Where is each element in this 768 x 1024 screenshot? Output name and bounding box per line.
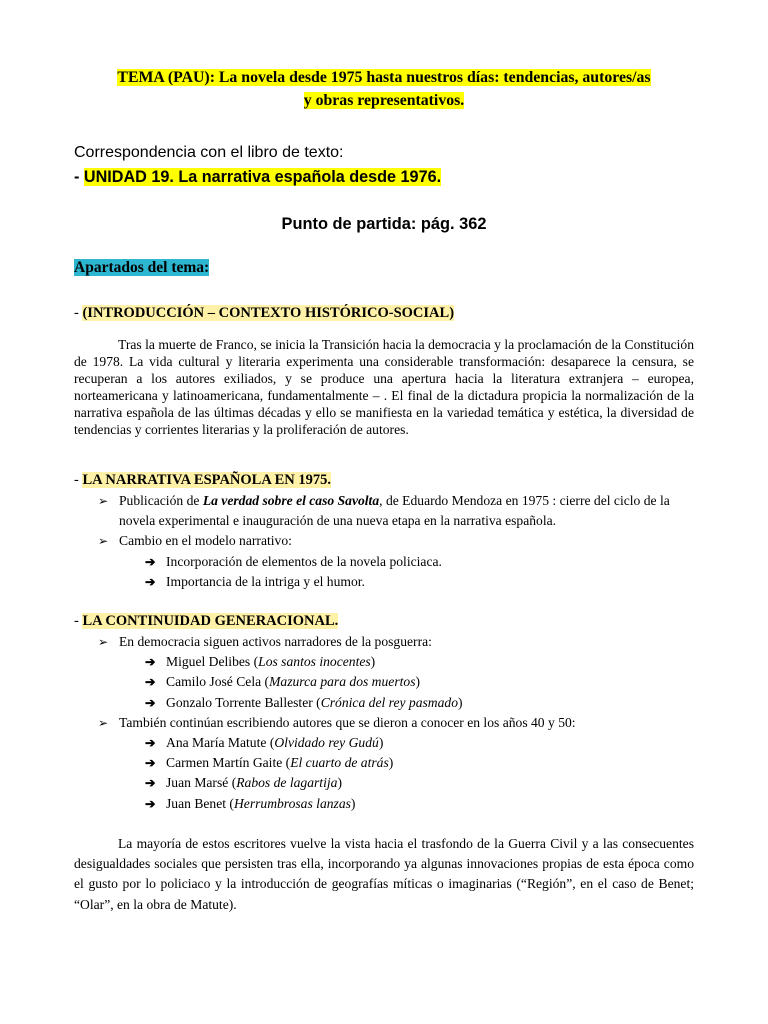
author-name: Juan Marsé [166,775,229,791]
intro-heading-prefix: - [74,305,83,321]
author-item: ➔ Camilo José Cela (Mazurca para dos muertos) [119,672,694,692]
work-title: El cuarto de atrás [290,755,389,771]
right-arrow-icon: ➔ [145,554,156,569]
title-line-2: y obras representativos. [303,92,465,109]
right-arrow-icon: ➔ [145,655,156,670]
arrowhead-bullet-icon: ➢ [98,715,109,730]
author-name: Miguel Delibes [166,654,251,670]
narrativa-1975-heading [74,471,331,489]
author-name: Camilo José Cela [166,674,262,690]
list-item [74,531,694,592]
work-title: Olvidado rey Gudú [274,735,379,751]
author-item: ➔ Juan Marsé (Rabos de lagartija) [119,773,694,793]
title-line-1: TEMA (PAU): La novela desde 1975 hasta nuestros días: tendencias, autores/as [117,69,651,86]
narrativa-1975-list [74,491,694,592]
apartados-label: Apartados del tema: [74,259,210,276]
intro-paragraph: Tras la muerte de Franco, se inicia la Transición hacia la democracia y la proclamación de la Constitución de 1978. La vida cultural y literaria experimenta una considerable transformación: desaparece la censura, se recuperan a los autores exiliados, y se produce una apertura hacia la literatura extranjera – europea, norteamericana y latinoamericana, fundamentalmente – . El final de la dictadura propicia la normalización de la narrativa española de las últimas décadas y ello se manifiesta en la variedad temática y estética, la diversidad de tendencias y corrientes literarias y la proliferación de autores. [74,337,694,437]
work-title: Los santos inocentes [258,654,371,670]
intro-heading-text: (INTRODUCCIÓN – CONTEXTO HISTÓRICO-SOCIAL) [82,305,455,321]
author-name: Juan Benet [166,795,227,811]
author-item: ➔ Miguel Delibes (Los santos inocentes) [119,652,694,672]
apartados-heading [74,258,209,278]
item-text: , de Eduardo Mendoza en 1975 : cierre del ciclo de la novela experimental e inauguración de una nueva etapa en la narrativa española. [119,493,670,529]
sub-list-item [119,552,694,572]
author-item: ➔ Gonzalo Torrente Ballester (Crónica del rey pasmado) [119,693,694,713]
unidad-text: UNIDAD 19. La narrativa española desde 1976. [83,168,442,186]
sub-list [119,733,694,814]
unidad-line [74,167,441,188]
list-item [74,713,694,814]
continuidad-heading [74,612,338,630]
list-item [74,632,694,713]
right-arrow-icon: ➔ [145,756,156,771]
sub-list-item [119,572,694,592]
item-text: También continúan escribiendo autores que se dieron a conocer en los años 40 y 50: [119,714,576,730]
author-item: ➔ Juan Benet (Herrumbrosas lanzas) [119,794,694,814]
right-arrow-icon: ➔ [145,796,156,811]
arrowhead-bullet-icon: ➢ [98,534,109,549]
work-title: Rabos de lagartija [236,775,338,791]
correspondencia-label: Correspondencia con el libro de texto: [74,144,344,161]
right-arrow-icon: ➔ [145,776,156,791]
sub-list [119,652,694,713]
sub-item-text: Incorporación de elementos de la novela policiaca. [166,553,442,569]
work-title: Mazurca para dos muertos [269,674,416,690]
continuidad-paragraph: La mayoría de estos escritores vuelve la vista hacia el trasfondo de la Guerra Civil y a las consecuentes desigualdades sociales que persisten tras ella, incorporando ya algunas innovaciones propias de esta época como el gusto por lo policiaco y la introducción de geografías míticas o imaginarias (“Región”, en el caso de Benet; “Olar”, en la obra de Matute). [74,836,694,912]
intro-heading [74,304,454,322]
item-text: Cambio en el modelo narrativo: [119,533,292,549]
author-name: Gonzalo Torrente Ballester [166,694,313,710]
right-arrow-icon: ➔ [145,695,156,710]
right-arrow-icon: ➔ [145,675,156,690]
book-title: La verdad sobre el caso Savolta [202,493,380,508]
unidad-prefix: - [74,168,84,186]
list-item [74,491,694,531]
author-name: Carmen Martín Gaite [166,755,283,771]
continuidad-heading-text: LA CONTINUIDAD GENERACIONAL. [82,613,339,629]
continuidad-heading-prefix: - [74,613,83,629]
author-item: ➔ Carmen Martín Gaite (El cuarto de atrás) [119,753,694,773]
author-item: ➔ Ana María Matute (Olvidado rey Gudú) [119,733,694,753]
item-text: En democracia siguen activos narradores de la posguerra: [119,634,432,649]
sub-list [119,552,694,592]
item-text: Publicación de [119,493,203,508]
page-title [74,66,694,112]
punto-de-partida: Punto de partida: pág. 362 [281,215,487,233]
narrativa-heading-text: LA NARRATIVA ESPAÑOLA EN 1975. [82,472,332,488]
continuidad-list [74,632,694,814]
sub-item-text: Importancia de la intriga y el humor. [166,573,365,589]
right-arrow-icon: ➔ [145,574,156,589]
work-title: Herrumbrosas lanzas [233,795,351,811]
work-title: Crónica del rey pasmado [320,694,459,710]
arrowhead-bullet-icon: ➢ [98,635,109,649]
author-name: Ana María Matute [166,735,267,751]
narrativa-heading-prefix: - [74,472,83,488]
arrowhead-bullet-icon: ➢ [98,494,109,508]
right-arrow-icon: ➔ [145,736,156,751]
